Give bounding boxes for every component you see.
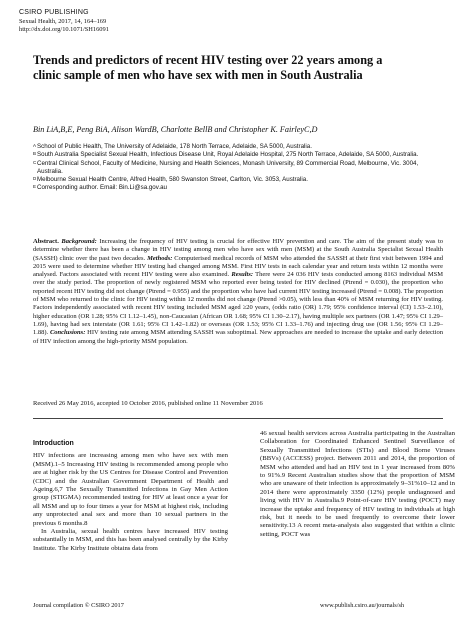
- affiliation-item: [33, 143, 443, 151]
- body-paragraph: In Australia, sexual health centres have increased HIV testing substantially in MSM, and this has been analysed centrally by the Kirby Institute. The Kirby Institute obtains data from: [33, 528, 228, 552]
- methods-label: Methods:: [147, 254, 173, 262]
- affiliation-mark: B: [33, 151, 37, 157]
- article-title: Trends and predictors of recent HIV testing over 22 years among a clinic sample of men who have sex with men in South Australia: [33, 53, 383, 82]
- affiliation-item: [33, 184, 443, 192]
- publication-dates: Received 26 May 2016, accepted 10 October 2016, published online 11 November 2016: [33, 400, 263, 407]
- affiliation-mark: C: [33, 159, 37, 165]
- publisher-name: CSIRO PUBLISHING: [19, 9, 89, 16]
- affiliation-mark: A: [33, 143, 37, 148]
- affiliation-text: South Australia Specialist Sexual Health, Infectious Disease Unit, Royal Adelaide Hospital, 275 North Terrace, Adelaide, SA 5000, Australia.: [37, 151, 419, 159]
- conclusions-label: Conclusions:: [49, 329, 86, 337]
- affiliation-mark: D: [33, 176, 37, 182]
- journal-citation: Sexual Health, 2017, 14, 164–169: [19, 18, 107, 25]
- affiliation-text: Central Clinical School, Faculty of Medicine, Nursing and Health Sciences, Monash University, 89 Commercial Road, Melbourne, Vic. 3004, Australia.: [37, 159, 419, 175]
- affiliation-item: [33, 176, 443, 184]
- body-column-right: [260, 430, 455, 539]
- abstract-methods: Computerised medical records of MSM who attended the SASSH at their first visit between 1994 and 2015 were used to determine whether HIV testing had changed among MSM. First HIV tests in each calendar year and return tests within 12 months were analysed. Factors associated with recent HIV testing were also examined.: [33, 254, 444, 279]
- affiliation-list: [33, 143, 443, 193]
- introduction-heading: Introduction: [33, 440, 74, 447]
- body-paragraph: 46 sexual health services across Australia participating in the Australian Collaboration for Coordinated Enhanced Sentinel Surveillance of Sexually Transmitted Infections (STIs) and Blood Borne Viruses (BBVs) (ACCESS) project. Between 2011 and 2014, the proportion of MSM who attended and had an HIV test in 1 year increased from 80% to 91%.9 Recent Australian studies show that the proportion of MSM who are unaware of their infection is approximately 9–31%10–12 and in 2014 there were approximately 3350 (12%) people undiagnosed and living with HIV in Australia.9 Point-of-care HIV testing (POCT) may increase the uptake and frequency of HIV testing in individuals at high risk, but it needs to be used frequently to overcome their lower sensitivity.13 A recent meta-analysis also suggested that within a clinic setting, POCT was: [260, 430, 455, 538]
- abstract: [33, 238, 443, 346]
- copyright-notice: Journal compilation © CSIRO 2017: [33, 602, 124, 609]
- body-paragraph: HIV infections are increasing among men who have sex with men (MSM).1–5 Increasing HIV testing is recommended among people who are at higher risk by the US Centres for Disease Control and Prevention (CDC) and the Australian Government Department of Health and Ageing.6,7 The Sexually Transmitted Infections in Gay Men Action group (STIGMA) recommended testing for HIV at least once a year for all MSM and up to four times a year for MSM at highest risk, including any unprotected anal sex and more than 10 sexual partners in the previous 6 months.8: [33, 452, 228, 527]
- affiliation-item: [33, 151, 443, 159]
- affiliation-text: Melbourne Sexual Health Centre, Alfred Health, 580 Swanston Street, Carlton, Vic. 3053, Australia.: [37, 176, 308, 184]
- journal-url[interactable]: www.publish.csiro.au/journals/sh: [320, 602, 405, 609]
- doi-link[interactable]: http://dx.doi.org/10.1071/SH16091: [19, 26, 109, 34]
- section-divider: [33, 418, 443, 419]
- results-label: Results:: [231, 271, 254, 279]
- body-column-left: [33, 440, 228, 553]
- affiliation-text: School of Public Health, The University of Adelaide, 178 North Terrace, Adelaide, SA 5000, Australia.: [37, 143, 312, 150]
- affiliation-mark: E: [33, 184, 37, 190]
- affiliation-item: [33, 160, 443, 177]
- background-label: Background:: [61, 238, 97, 245]
- abstract-label: Abstract.: [33, 238, 59, 245]
- abstract-background: Increasing the frequency of HIV testing is crucial for effective HIV prevention and care. The aim of the present study was to determine whether there has been a change in HIV testing among men who have sex with men (MSM) at the South Australia Specialist Sexual Health (SASSH) clinic over the past two decades.: [33, 238, 444, 262]
- abstract-conclusions: HIV testing rate among MSM attending SASSH was suboptimal. New approaches are needed to increase the uptake and early detection of HIV infection among the high-priority MSM population.: [33, 329, 444, 345]
- author-list: Bin LiA,B,E, Peng BiA, Alison WardB, Charlotte BellB and Christopher K. FairleyC,D: [33, 125, 318, 134]
- corresponding-author: Corresponding author. Email: Bin.Li@sa.gov.au: [37, 184, 167, 192]
- abstract-results: There were 24 036 HIV tests conducted among 8163 individual MSM over the study period. The proportion of newly registered MSM who reported ever being tested for HIV declined (Ptrend = 0.030), the proportion who reported recent HIV testing did not change (Ptrend = 0.955) and the proportion who have had current HIV testing increased (Ptrend = 0.008). The proportion of MSM who returned to the clinic for HIV testing within 12 months did not change (Ptrend >0.05), with less than 40% of MSM returning for HIV testing. Factors independently associated with recent HIV testing included MSM aged ≥20 years, (odds ratio (OR) 1.79; 95% confidence interval (CI) 1.53–2.10), higher education (OR 1.28; 95% CI 1.12–1.45), non-Caucasian (African OR 1.68; 95% CI 1.30–2.17), having multiple sex partners (OR 1.47; 95% CI 1.29–1.69), having had sex interstate (OR 1.61; 95% CI 1.42–1.82) or overseas (OR 1.53; 95% CI 1.33–1.76) and injecting drug use (OR 1.56; 95% CI 1.29–1.88).: [33, 271, 444, 337]
- journal-reference: [19, 18, 109, 35]
